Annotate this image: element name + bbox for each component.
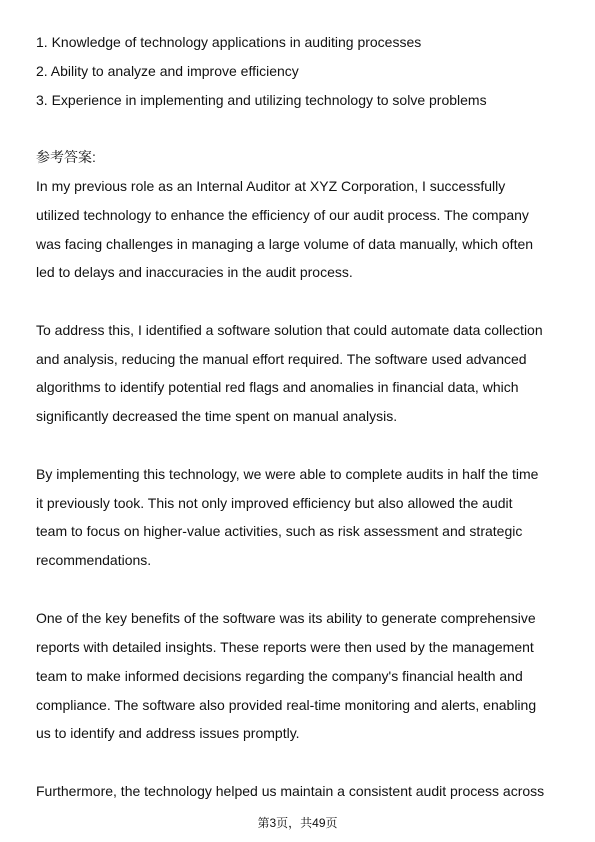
paragraph-line: To address this, I identified a software solution that could automate data collection: [36, 322, 543, 338]
paragraph-line: Furthermore, the technology helped us maintain a consistent audit process across: [36, 783, 545, 799]
answer-heading: 参考答案:: [36, 149, 96, 165]
paragraph-line: led to delays and inaccuracies in the audit process.: [36, 264, 353, 280]
list-item: 1. Knowledge of technology applications in auditing processes: [36, 34, 422, 50]
paragraph-line: us to identify and address issues promptly.: [36, 725, 300, 741]
paragraph-line: algorithms to identify potential red flags and anomalies in financial data, which: [36, 379, 519, 395]
paragraph-line: team to make informed decisions regarding the company's financial health and: [36, 668, 523, 684]
paragraph-line: One of the key benefits of the software was its ability to generate comprehensive: [36, 610, 536, 626]
paragraph-line: it previously took. This not only improved efficiency but also allowed the audit: [36, 495, 513, 511]
paragraph-line: recommendations.: [36, 552, 152, 568]
page-number: 第3页，共49页: [257, 816, 338, 830]
paragraph-line: and analysis, reducing the manual effort required. The software used advanced: [36, 351, 527, 367]
paragraph-line: In my previous role as an Internal Auditor at XYZ Corporation, I successfully: [36, 178, 506, 194]
list-item: 3. Experience in implementing and utilizing technology to solve problems: [36, 92, 487, 108]
paragraph-line: utilized technology to enhance the efficiency of our audit process. The company: [36, 207, 529, 223]
list-item: 2. Ability to analyze and improve efficiency: [36, 63, 299, 79]
paragraph-line: compliance. The software also provided real-time monitoring and alerts, enabling: [36, 697, 537, 713]
paragraph-line: was facing challenges in managing a large volume of data manually, which often: [36, 236, 534, 252]
paragraph-line: team to focus on higher-value activities, such as risk assessment and strategic: [36, 523, 523, 539]
paragraph-line: significantly decreased the time spent on manual analysis.: [36, 408, 398, 424]
paragraph-line: By implementing this technology, we were able to complete audits in half the time: [36, 466, 539, 482]
paragraph-line: reports with detailed insights. These reports were then used by the management: [36, 639, 534, 655]
